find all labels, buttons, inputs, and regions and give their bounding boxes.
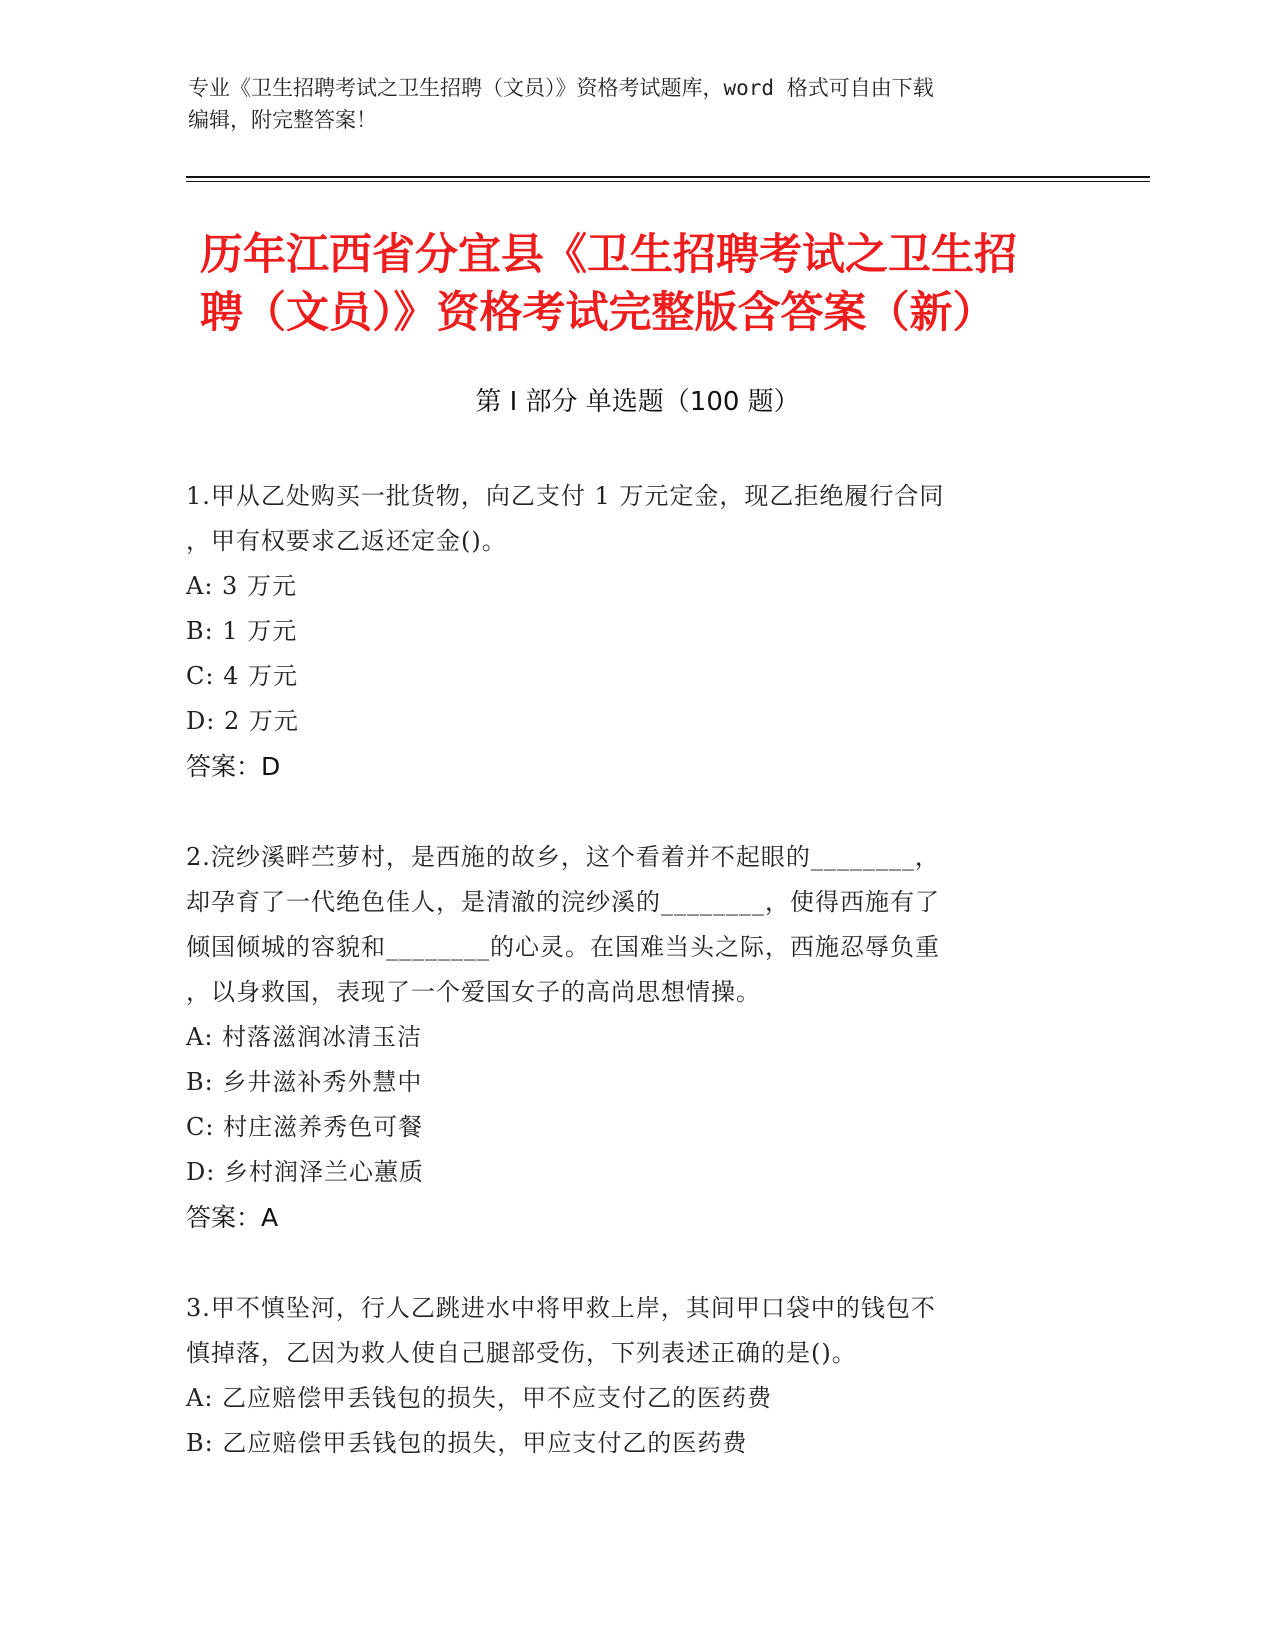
- option-b: B: 1 万元: [186, 617, 298, 645]
- question-stem-line: 却孕育了一代绝色佳人，是清澈的浣纱溪的________，使得西施有了: [186, 888, 940, 916]
- question-block: [186, 835, 1066, 1240]
- header-note: [188, 72, 1088, 136]
- question-block: [186, 1286, 1066, 1466]
- question-stem: [186, 474, 1066, 564]
- question-stem: [186, 1286, 1066, 1376]
- header-divider-thick: [186, 176, 1150, 178]
- document-title-line-1: 历年江西省分宜县《卫生招聘考试之卫生招: [200, 230, 1017, 280]
- option-b: B: 乙应赔偿甲丢钱包的损失，甲应支付乙的医药费: [186, 1429, 748, 1457]
- question-stem: [186, 835, 1066, 1015]
- answer-text: 答案：A: [186, 1203, 279, 1232]
- question-stem-line: 倾国倾城的容貌和________的心灵。在国难当头之际，西施忍辱负重: [186, 933, 940, 961]
- section-heading: 第 I 部分 单选题（100 题）: [475, 387, 800, 417]
- header-divider-thin: [186, 181, 1150, 182]
- option-c: C: 4 万元: [186, 662, 298, 690]
- option-a: A: 乙应赔偿甲丢钱包的损失，甲不应支付乙的医药费: [186, 1384, 773, 1412]
- header-note-line-1: 专业《卫生招聘考试之卫生招聘（文员）》资格考试题库，word 格式可自由下载: [188, 76, 934, 100]
- option-a: A: 村落滋润冰清玉洁: [186, 1023, 423, 1051]
- question-stem-line: 2.浣纱溪畔苎萝村，是西施的故乡，这个看着并不起眼的________，: [186, 843, 940, 871]
- header-note-line-2: 编辑，附完整答案！: [188, 108, 377, 132]
- option-d: D: 乡村润泽兰心蕙质: [186, 1158, 424, 1186]
- question-stem-line: 3.甲不慎坠河，行人乙跳进水中将甲救上岸，其间甲口袋中的钱包不: [186, 1294, 936, 1322]
- question-stem-line: ，以身救国，表现了一个爱国女子的高尚思想情操。: [186, 978, 761, 1006]
- question-block: [186, 474, 1066, 789]
- answer-text: 答案：D: [186, 752, 281, 781]
- question-stem-line: ，甲有权要求乙返还定金()。: [186, 527, 507, 555]
- document-title-line-2: 聘（文员）》资格考试完整版含答案（新）: [200, 288, 996, 338]
- document-title: [200, 226, 1100, 342]
- option-d: D: 2 万元: [186, 707, 299, 735]
- question-stem-line: 1.甲从乙处购买一批货物，向乙支付 1 万元定金，现乙拒绝履行合同: [186, 482, 945, 510]
- option-c: C: 村庄滋养秀色可餐: [186, 1113, 424, 1141]
- question-stem-line: 慎掉落，乙因为救人使自己腿部受伤，下列表述正确的是()。: [186, 1339, 857, 1367]
- option-a: A: 3 万元: [186, 572, 297, 600]
- option-b: B: 乡井滋补秀外慧中: [186, 1068, 423, 1096]
